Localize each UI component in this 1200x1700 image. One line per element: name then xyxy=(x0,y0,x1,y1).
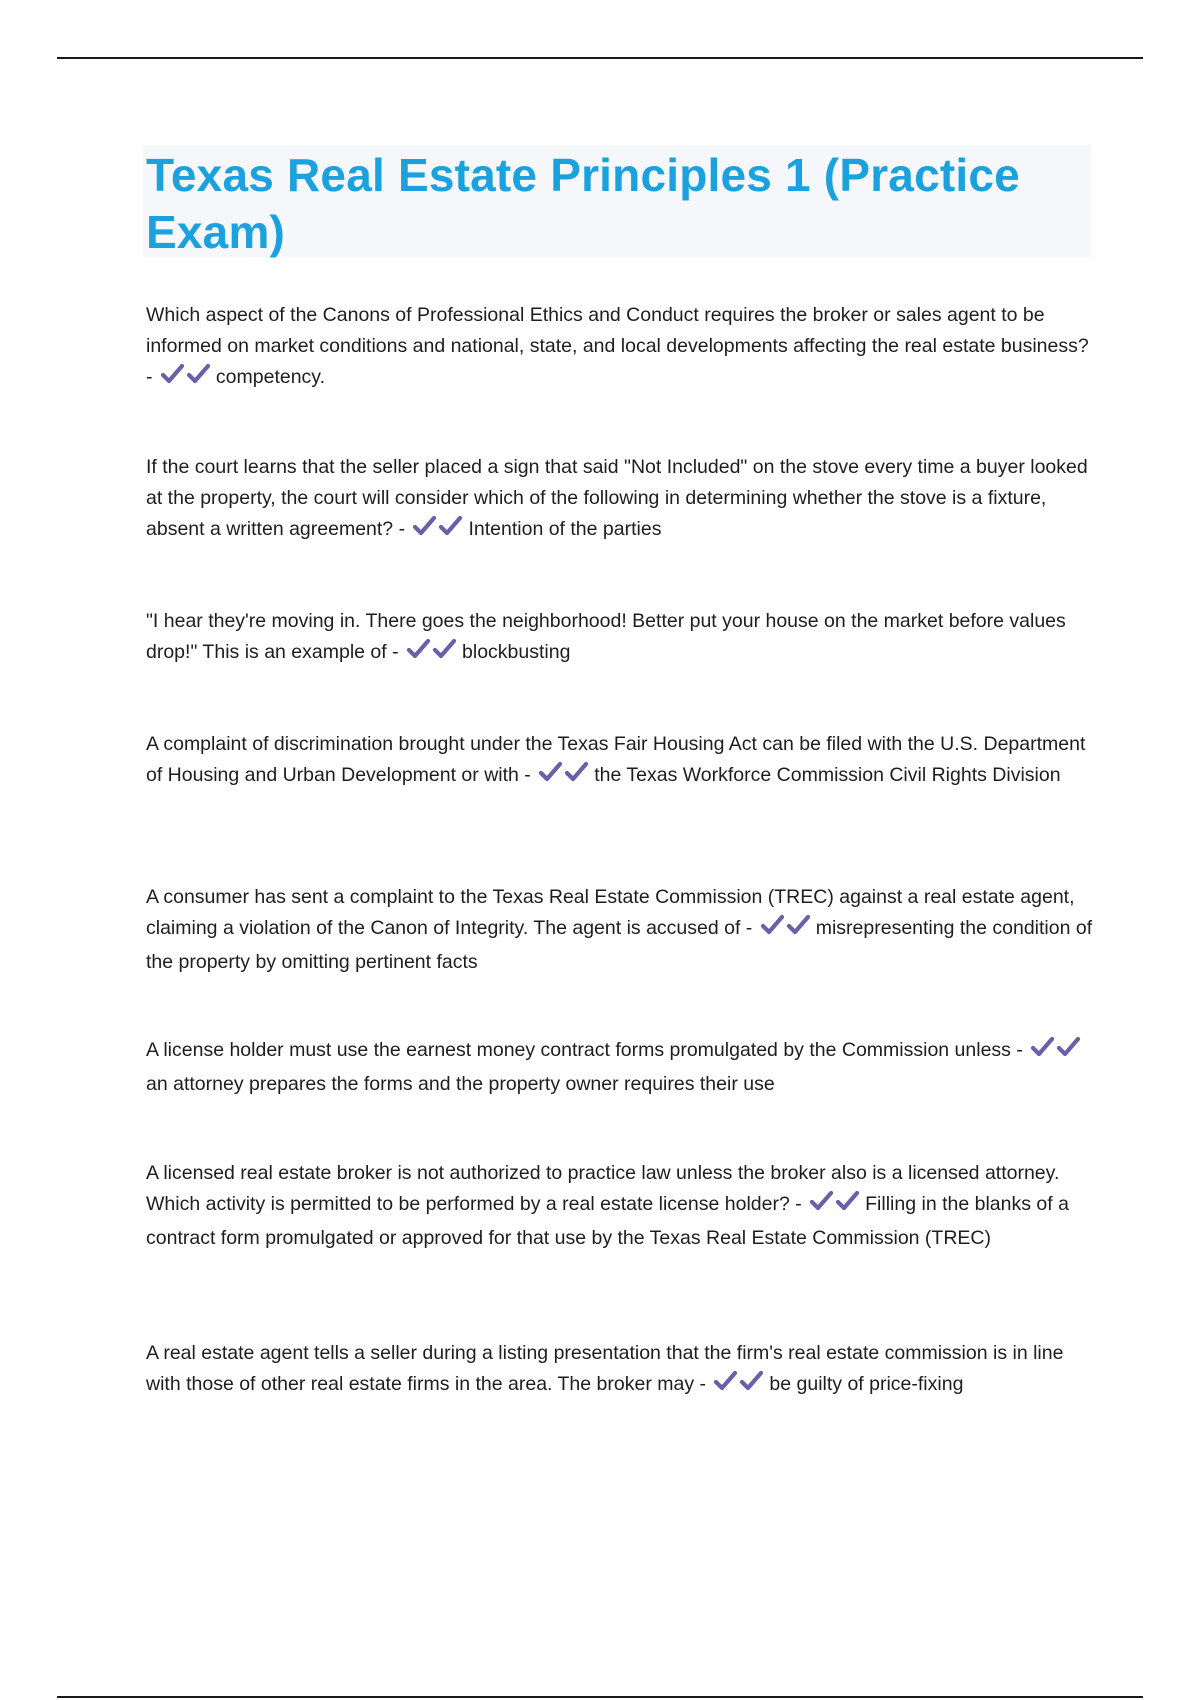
list-item xyxy=(146,729,1096,794)
answer-marker xyxy=(160,362,212,396)
answer-marker xyxy=(713,1369,765,1403)
check-mark-icon xyxy=(432,637,458,661)
check-mark-icon xyxy=(564,760,590,784)
question-text: A real estate agent tells a seller during a listing presentation that the firm's real estate commission is in line with those of other real estate firms in the area. The broker may - xyxy=(146,1342,1064,1395)
list-item xyxy=(146,452,1096,548)
answer-marker xyxy=(809,1189,861,1223)
check-mark-icon xyxy=(713,1369,739,1393)
question-text: If the court learns that the seller placed a sign that said "Not Included" on the stove every time a buyer looked at the property, the court will consider which of the following in determining whether the stove is a fixture, absent a written agreement? - xyxy=(146,456,1088,540)
answer-text: blockbusting xyxy=(462,641,571,663)
answer-marker xyxy=(760,913,812,947)
question-text: A consumer has sent a complaint to the Texas Real Estate Commission (TREC) against a real estate agent, claiming a violation of the Canon of Integrity. The agent is accused of - xyxy=(146,886,1075,939)
check-mark-icon xyxy=(412,514,438,538)
answer-marker xyxy=(1030,1035,1082,1069)
check-mark-icon xyxy=(160,362,186,386)
question-text: Which aspect of the Canons of Professional Ethics and Conduct requires the broker or sales agent to be informed on market conditions and national, state, and local developments affecting the real estate business? - xyxy=(146,304,1089,388)
list-item xyxy=(146,300,1096,396)
check-mark-icon xyxy=(760,913,786,937)
check-mark-icon xyxy=(538,760,564,784)
answer-text: competency. xyxy=(215,366,326,388)
check-mark-icon xyxy=(1056,1035,1082,1059)
answer-text: the Texas Workforce Commission Civil Rights Division xyxy=(594,764,1061,786)
list-item xyxy=(146,882,1096,978)
question-text: "I hear they're moving in. There goes the neighborhood! Better put your house on the market before values drop!" This is an example of - xyxy=(146,610,1066,663)
check-mark-icon xyxy=(438,514,464,538)
answer-text: an attorney prepares the forms and the property owner requires their use xyxy=(146,1073,775,1095)
check-mark-icon xyxy=(739,1369,765,1393)
check-mark-icon xyxy=(809,1189,835,1213)
question-text: A licensed real estate broker is not authorized to practice law unless the broker also is a licensed attorney. Which activity is permitted to be performed by a real estate license holder? - xyxy=(146,1162,1060,1215)
answer-text: be guilty of price-fixing xyxy=(769,1373,964,1395)
answer-marker xyxy=(412,514,464,548)
check-mark-icon xyxy=(1030,1035,1056,1059)
question-text: A license holder must use the earnest money contract forms promulgated by the Commission unless - xyxy=(146,1039,1023,1061)
document-title: Texas Real Estate Principles 1 (Practice Exam) xyxy=(146,149,1020,258)
check-mark-icon xyxy=(835,1189,861,1213)
check-mark-icon xyxy=(786,913,812,937)
header-rule xyxy=(57,57,1143,59)
footer-rule xyxy=(57,1696,1143,1698)
question-text: A complaint of discrimination brought under the Texas Fair Housing Act can be filed with the U.S. Department of Housing and Urban Development or with - xyxy=(146,733,1086,786)
list-item xyxy=(146,1035,1096,1100)
list-item xyxy=(146,1158,1096,1254)
list-item xyxy=(146,1338,1096,1403)
answer-text: Filling in the blanks of a contract form promulgated or approved for that use by the Texas Real Estate Commission (TREC) xyxy=(146,1193,1069,1249)
check-mark-icon xyxy=(406,637,432,661)
answer-text: misrepresenting the condition of the property by omitting pertinent facts xyxy=(146,917,1093,973)
answer-marker xyxy=(406,637,458,671)
list-item xyxy=(146,606,1096,671)
check-mark-icon xyxy=(186,362,212,386)
answer-text: Intention of the parties xyxy=(468,518,662,540)
answer-marker xyxy=(538,760,590,794)
title-block xyxy=(143,145,1091,257)
